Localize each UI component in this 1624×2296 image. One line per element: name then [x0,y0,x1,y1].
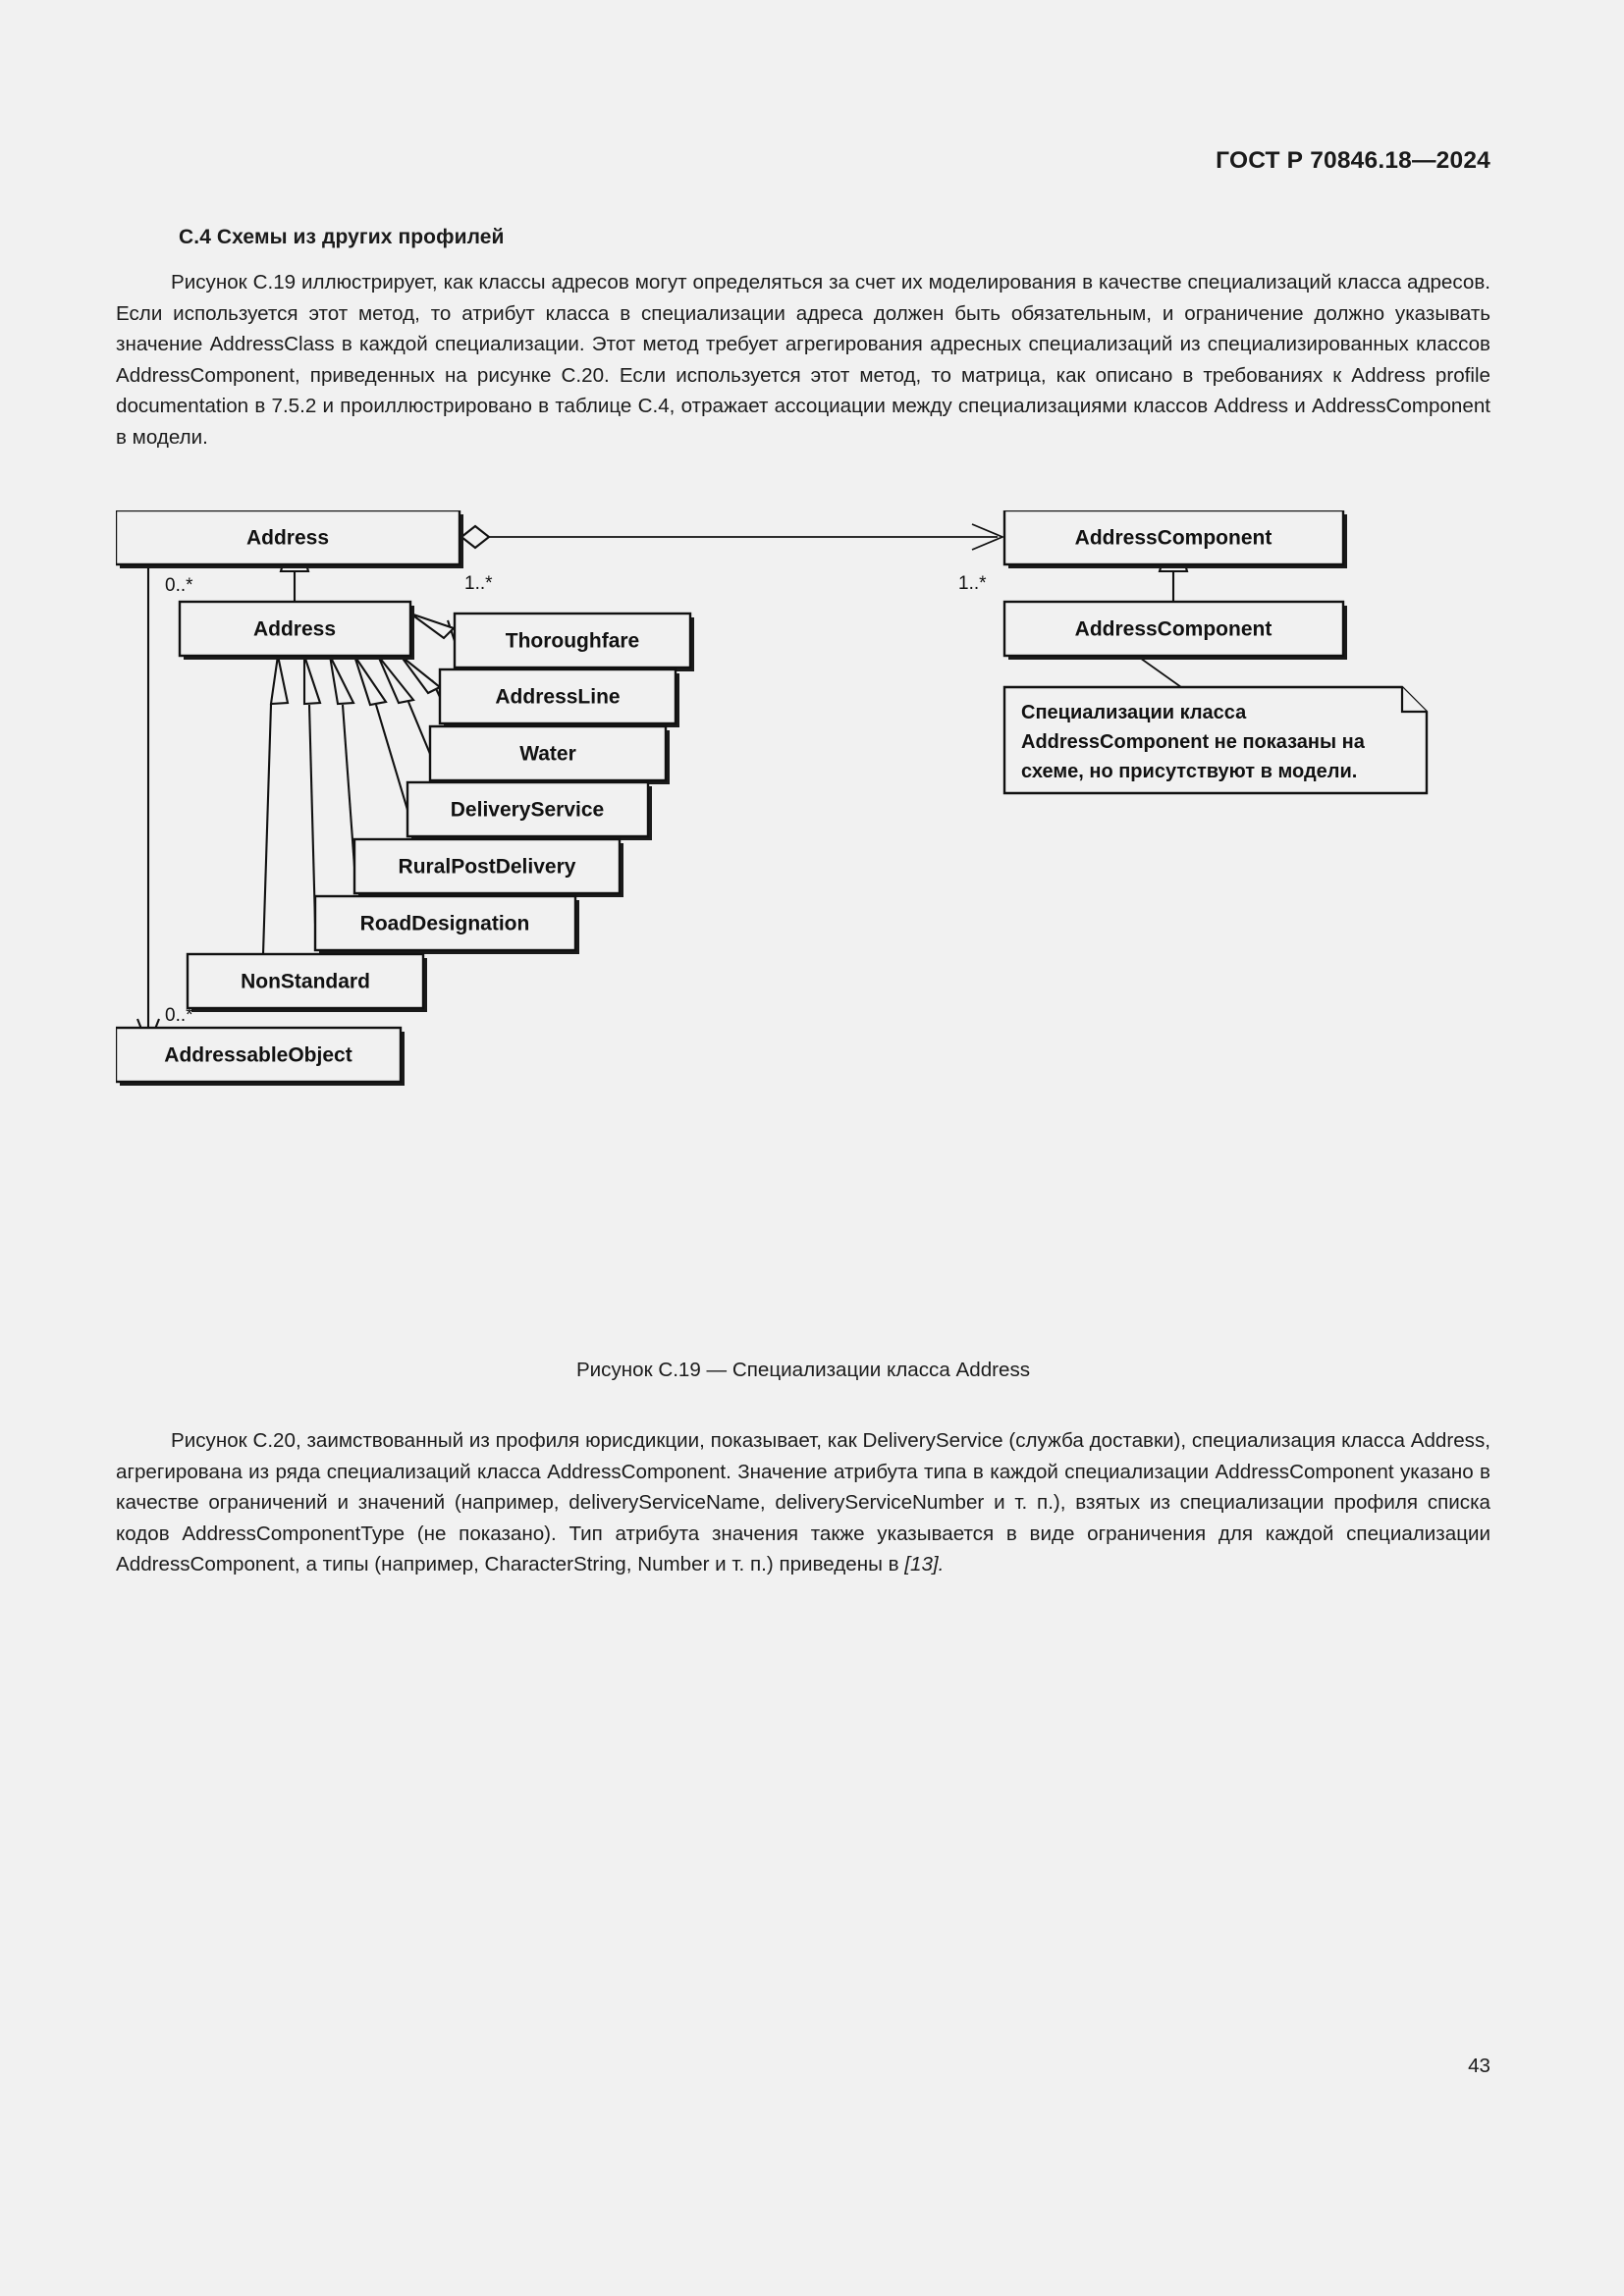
note-anchor-line [1137,656,1181,687]
uml-class-label: AddressComponent [1074,526,1272,550]
generalization-nonstandard-to-address [263,656,288,954]
uml-note-line-3: схеме, но присутствуют в модели. [1021,761,1358,782]
association-address-addressableobject [137,526,159,1046]
paragraph-figure-c20-text [116,1425,1490,1580]
multiplicity-aggregation-target: 1..* [958,573,987,594]
uml-class-label: RoadDesignation [359,912,530,935]
uml-class-label: AddressLine [495,685,621,709]
uml-class-label: AddressComponent [1074,617,1272,641]
uml-class-address-top[interactable] [116,510,463,568]
uml-class-addresscomponent-top[interactable] [1004,510,1347,568]
uml-class-label: Address [252,617,337,641]
uml-class-thoroughfare[interactable] [455,614,694,671]
uml-class-label: AddressableObject [164,1043,352,1067]
uml-class-label: NonStandard [241,970,370,993]
section-heading: C.4 Схемы из других профилей [179,226,505,248]
uml-class-addresscomponent-sub[interactable] [1004,602,1347,660]
document-standard-header: ГОСТ Р 70846.18—2024 [1216,147,1490,174]
uml-class-addressableobject[interactable] [116,1028,405,1086]
multiplicity-aggregation-source: 1..* [464,573,493,594]
uml-class-label: RuralPostDelivery [398,855,576,879]
generalization-deliveryservice-to-address [354,656,407,810]
uml-class-label: DeliveryService [450,798,605,822]
generalization-roaddesignation-to-address [304,656,320,924]
aggregation-address-addresscomponent [461,524,1002,550]
uml-class-water[interactable] [430,726,670,784]
uml-note-line-2: AddressComponent не показаны на [1021,731,1365,753]
uml-note-addresscomponent [1004,687,1427,793]
figure-caption: Рисунок C.19 — Специализации класса Address [575,1359,1031,1381]
uml-class-address-sub[interactable] [180,602,414,660]
generalization-ruralpostdelivery-to-address [330,656,354,867]
reference-citation: [13]. [904,1553,945,1576]
page-number: 43 [1468,2055,1490,2077]
uml-note-line-1: Специализации класса [1021,702,1247,723]
uml-class-roaddesignation[interactable] [315,896,579,954]
paragraph-intro-text: Рисунок C.19 иллюстрирует, как классы адресов могут определяться за счет их моделирования в качестве специализаций класса адресов. Если используется этот метод, то атрибут класса в специализации адреса должен быть обязательным, и ограничение должно указывать значение AddressClass в каждой специализации. Этот метод требует агрегирования адресных специализаций из специализированных классов AddressComponent, приведенных на рисунке C.20. Если используется этот метод, то матрица, как описано в требованиях к Address profile documentation в 7.5.2 и проиллюстрировано в таблице C.4, отражает ассоциации между специализациями классов Address и AddressComponent в модели. [116,271,1490,449]
uml-class-label: Address [245,526,330,550]
uml-diagram-figure [116,510,1510,1345]
uml-class-label: Water [519,742,576,766]
uml-class-addressline[interactable] [440,669,679,727]
paragraph-intro [116,267,1490,454]
uml-class-nonstandard[interactable] [188,954,427,1012]
uml-class-label: Thoroughfare [505,629,640,653]
paragraph-figure-c20-main: Рисунок C.20, заимствованный из профиля юрисдикции, показывает, как DeliveryService (служба доставки), специализация класса Address, агрегирована из ряда специализаций класса AddressComponent. Значение атрибута типа в каждой специализации AddressComponent указано в качестве ограничений и значений (например, deliveryServiceName, deliveryServiceNumber и т. п.), взятых из специализации профиля списка кодов AddressComponentType (не показано). Тип атрибута значения также указывается в виде ограничения для каждой специализации AddressComponent, а типы (например, CharacterString, Number и т. п.) приведены в [116,1429,1490,1576]
generalization-thoroughfare-to-address [410,614,455,641]
uml-class-ruralpostdelivery[interactable] [354,839,623,897]
multiplicity-association-top: 0..* [165,575,193,596]
uml-class-deliveryservice[interactable] [407,782,652,840]
paragraph-figure-c20 [116,1425,1490,1580]
multiplicity-association-bottom: 0..* [165,1005,193,1026]
